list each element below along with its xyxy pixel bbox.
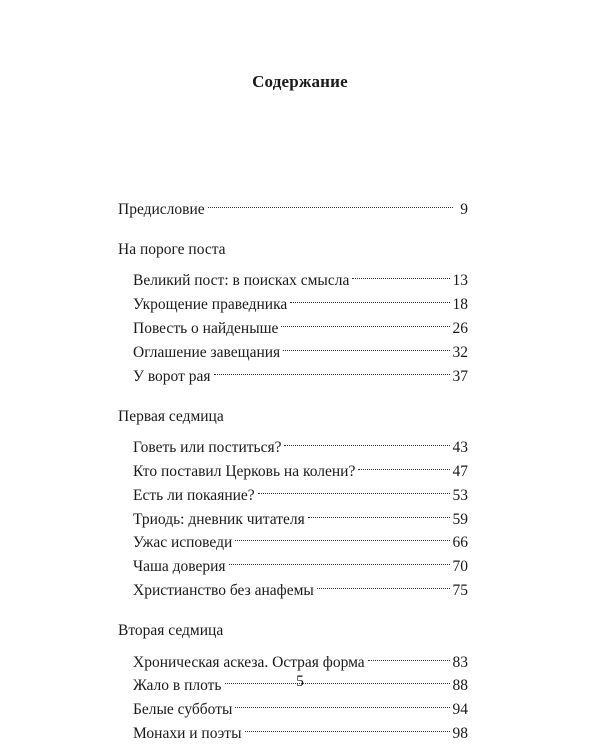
toc-entry-label: Великий пост: в поисках смысла <box>133 272 350 290</box>
toc-entry-label: Триодь: дневник читателя <box>133 510 305 528</box>
table-of-contents <box>118 190 468 742</box>
toc-entry-page: 59 <box>452 510 468 528</box>
toc-entry[interactable] <box>118 428 468 457</box>
toc-entry-page: 53 <box>452 486 468 504</box>
section-heading: На пороге поста <box>118 240 226 258</box>
dot-leader <box>317 571 450 595</box>
section-heading: Вторая седмица <box>118 621 224 639</box>
toc-entry-page: 66 <box>452 534 468 552</box>
dot-leader <box>308 500 450 524</box>
dot-leader <box>290 285 449 309</box>
toc-entry-label: Предисловие <box>118 200 205 218</box>
toc-entry-preface[interactable] <box>118 190 468 218</box>
toc-entry-label: Укрощение праведника <box>133 296 288 314</box>
toc-entry-label: Есть ли покаяние? <box>133 486 255 504</box>
toc-entry-label: Чаша доверия <box>133 558 226 576</box>
toc-entry-page: 47 <box>452 462 468 480</box>
toc-entry-page: 70 <box>452 558 468 576</box>
section-heading: Первая седмица <box>118 407 224 425</box>
toc-entry[interactable] <box>118 262 468 290</box>
dot-leader <box>235 524 449 548</box>
toc-entry-page: 75 <box>452 581 468 599</box>
toc-entry-label: Христианство без анафемы <box>133 581 314 599</box>
toc-entry-page: 83 <box>452 653 468 671</box>
toc-entry-label: Оглашение завещания <box>133 343 281 361</box>
dot-leader <box>281 309 449 333</box>
dot-leader <box>214 357 450 381</box>
page-title: Содержание <box>252 72 348 91</box>
dot-leader <box>235 690 449 714</box>
toc-entry-page: 43 <box>452 439 468 457</box>
dot-leader <box>368 643 450 667</box>
toc-entry-label: Говеть или поститься? <box>133 439 282 457</box>
toc-entry-label: Жало в плоть <box>133 677 222 695</box>
toc-entry-label: Повесть о найденыше <box>133 319 279 337</box>
toc-entry-page: 98 <box>452 724 468 742</box>
toc-entry-page: 13 <box>452 272 468 290</box>
toc-entry-page: 94 <box>452 701 468 719</box>
toc-entry-page: 37 <box>452 367 468 385</box>
dot-leader <box>352 262 449 286</box>
toc-entry-page: 26 <box>452 319 468 337</box>
toc-entry-page: 18 <box>452 296 468 314</box>
dot-leader <box>208 190 453 214</box>
dot-leader <box>283 333 449 357</box>
toc-entry-label: Монахи и поэты <box>133 724 242 742</box>
toc-entry-page: 32 <box>452 343 468 361</box>
dot-leader <box>358 452 449 476</box>
toc-entry-label: Ужас исповеди <box>133 534 233 552</box>
toc-entry-page: 88 <box>452 677 468 695</box>
toc-entry-label: Кто поставил Церковь на колени? <box>133 462 356 480</box>
page-number: 5 <box>296 673 304 690</box>
toc-entry-label: Белые субботы <box>133 701 233 719</box>
toc-entry-label: Хроническая аскеза. Острая форма <box>133 653 365 671</box>
toc-entry-label: У ворот рая <box>133 367 211 385</box>
dot-leader <box>245 714 450 738</box>
dot-leader <box>258 476 450 500</box>
toc-entry[interactable] <box>118 643 468 671</box>
dot-leader <box>229 547 450 571</box>
dot-leader <box>284 428 449 452</box>
toc-entry-page: 9 <box>460 200 468 218</box>
